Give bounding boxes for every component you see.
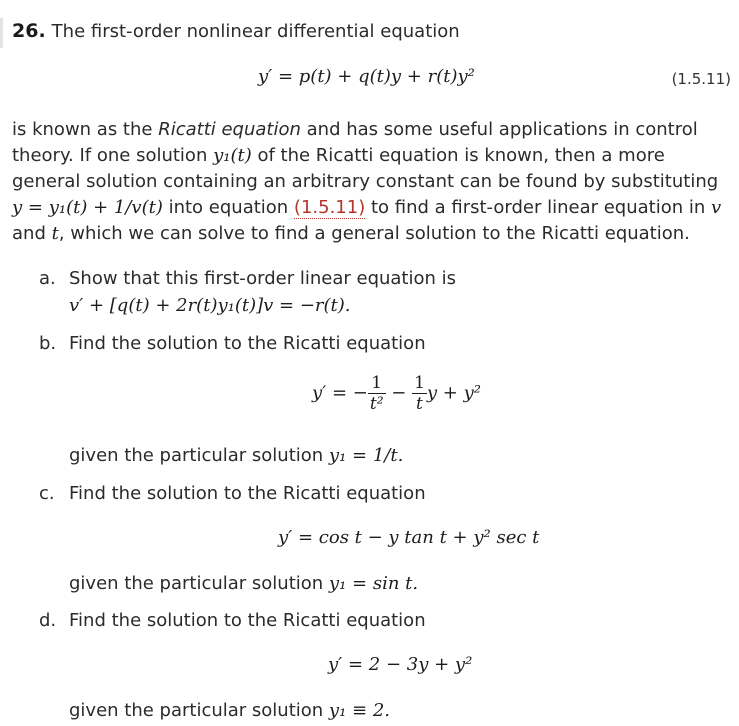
var-v: v: [711, 197, 722, 218]
paragraph-line-3: general solution containing an arbitrary constant can be found by substituting: [12, 171, 719, 192]
item-a-math: v′ + [q(t) + 2r(t)y₁(t)]v = −r(t).: [69, 295, 351, 316]
item-b-text: Find the solution to the Ricatti equation: [69, 333, 426, 354]
problem-heading: [12, 20, 460, 42]
item-b-particular-solution: y₁ = 1/t.: [328, 445, 404, 466]
item-d-equation: y′ = 2 − 3y + y²: [328, 654, 473, 675]
explanation-paragraph: [12, 117, 736, 247]
ricatti-general-equation: y′ = p(t) + q(t)y + r(t)y²: [258, 66, 475, 87]
equation-reference-link[interactable]: (1.5.11): [293, 197, 366, 218]
item-d-text: Find the solution to the Ricatti equation: [69, 610, 426, 631]
y1-of-t: y₁(t): [213, 145, 252, 166]
item-a-label: a.: [39, 268, 56, 289]
left-margin-bar: [0, 18, 3, 48]
fraction-one-over-t: $\frac{1}{t}$: [414, 373, 425, 414]
item-d-particular-solution: y₁ ≡ 2.: [328, 700, 391, 721]
paragraph-line-2: theory. If one solution y₁(t) of the Ricatti equation is known, then a more: [12, 145, 665, 166]
item-c-given: given the particular solution y₁ = sin t.: [69, 573, 419, 594]
item-c-text: Find the solution to the Ricatti equation: [69, 483, 426, 504]
ricatti-term: Ricatti equation: [158, 119, 301, 140]
item-d-given: given the particular solution y₁ ≡ 2.: [69, 700, 391, 721]
item-b-equation: y′ = − $\frac{1}{\text{t²}}$ − $\frac{1}{t}$ y + y²: [312, 373, 481, 414]
paragraph-line-4: y = y₁(t) + 1/v(t) into equation (1.5.11) to find a first-order linear equation in v: [12, 197, 722, 218]
substitution-math: y = y₁(t) + 1/v(t): [12, 197, 163, 218]
paragraph-line-1: is known as the Ricatti equation and has some useful applications in control: [12, 119, 698, 140]
equation-tag: (1.5.11): [671, 70, 731, 88]
problem-intro: The first-order nonlinear differential equation: [51, 21, 460, 42]
item-a-text: Show that this first-order linear equation is: [69, 268, 457, 289]
item-c-particular-solution: y₁ = sin t.: [328, 573, 419, 594]
paragraph-line-5: and t, which we can solve to find a general solution to the Ricatti equation.: [12, 223, 690, 244]
var-t: t: [51, 223, 59, 244]
item-b-given: given the particular solution y₁ = 1/t.: [69, 445, 404, 466]
item-c-equation: y′ = cos t − y tan t + y² sec t: [278, 527, 540, 548]
item-d-label: d.: [39, 610, 57, 631]
item-c-label: c.: [39, 483, 55, 504]
fraction-one-over-t-squared: $\frac{1}{\text{t²}}$: [369, 373, 384, 414]
problem-number: 26.: [12, 20, 46, 42]
item-b-label: b.: [39, 333, 57, 354]
